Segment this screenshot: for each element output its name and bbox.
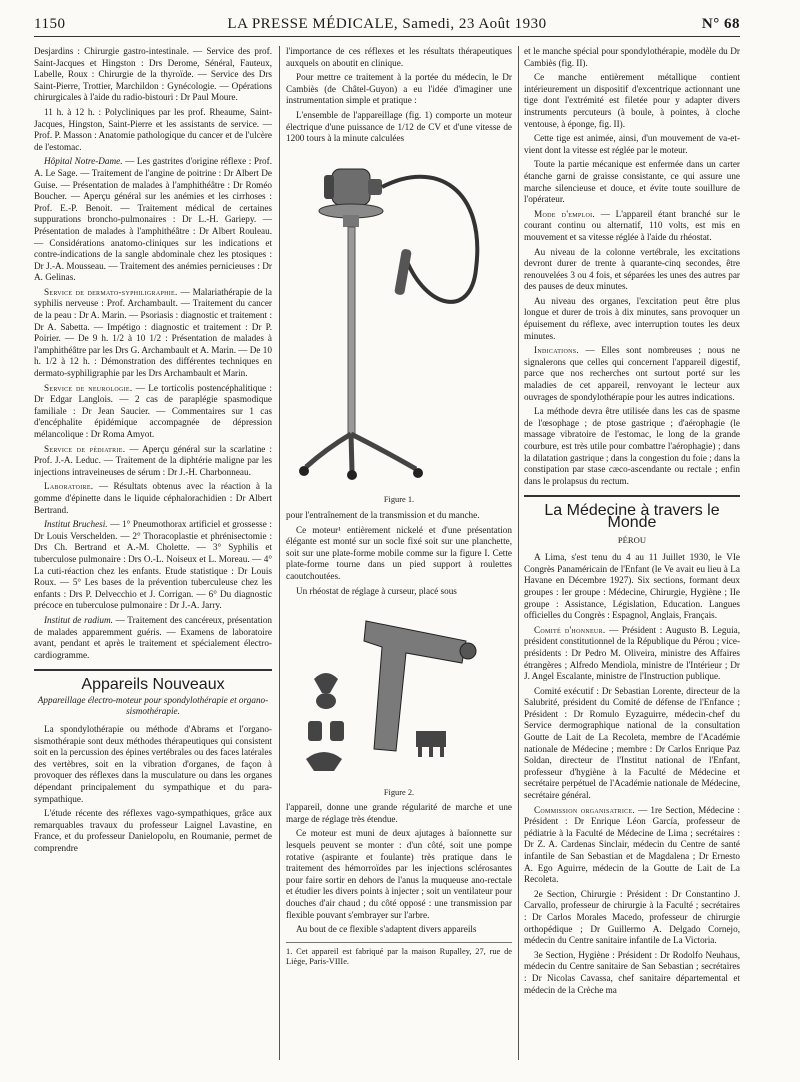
section-subtitle: Appareillage électro-moteur pour spondylothérapie et organo-sismothérapie. (37, 694, 269, 717)
paragraph (34, 287, 272, 380)
subheading: Mode d'emploi. (534, 208, 596, 219)
paragraph (34, 444, 272, 479)
paragraph (34, 156, 272, 284)
column-left (34, 46, 272, 858)
paragraph (524, 345, 740, 403)
subheading: Commission organisatrice. (534, 804, 636, 815)
paragraph: Ce moteur¹ entièrement nickelé et d'une présentation élégante est monté sur un socle fixé soit sur une planchette, soit sur une plate-forme mobile comme sur la figure I. Cette plate-forme tourne dans un pied support à roulettes caoutchoutées. (286, 524, 512, 581)
paragraph: Au bout de ce flexible s'adaptent divers appareils (296, 924, 477, 935)
paragraph (34, 481, 272, 516)
paragraph-text: — Traitement des cancéreux, présentation de malades apparemment guéris. — Examens de laboratoire avant, pendant et après le traitement et spécialement électro-cardiogramme. (34, 614, 273, 660)
country-heading: PÉROU (617, 534, 647, 545)
paragraph: Au niveau des organes, l'excitation peut être plus longue et durer de trois à dix minutes, sans provoquer un épuisement du réflexe, avec interruption toutes les deux minutes. (524, 295, 740, 341)
paragraph-text: — 1° Pneumothorax artificiel et grossesse : Dr Louis Verschelden. — 2° Thoracoplastie et phrénisectomie : Drs Ch. Bertrand et A.-M. Cholette. — 3° Syphilis et tuberculose pulmonaire : Drs O.-L. Noiseux et L. Moreau. — 4° La cuti-réaction chez les enfants. Etude statistique : Dr Louis Roux. — 5° Les bases de la prévention tuberculeuse chez les enfants : Drs P. Delvecchio et J. Corrigan. — 6° Du diagnostic précoce en tuberculose pulmonaire : Dr J.-A. Jarry. (34, 519, 272, 611)
paragraph: Ce moteur est muni de deux ajutages à baïonnette sur lesquels peuvent se monter : d'un côté, soit une pompe rotative (aspirante et foulante) très pratique dans le traitement des hémorroïdes par les injections sclérosantes pour faire sortir en dehors de l'anus la muqueuse ano-rectale et étudier les divers points à injecter ; soit un ventilateur pour douches d'air chaud ; du côté opposé : une transmission par flexible pouvant s'embrayer sur l'arbre. (286, 828, 512, 920)
paragraph-text: — 1re Section, Médecine : Président : Dr Enrique Léon García, professeur de pédiatrie à la Faculté de Médecine de Lima ; secrétaires : Dr Z. A. Cardenas Sinclair, médecin du Centre de santé infantile de San Sebastian et de Magdalena ; Dr Ernesto A. Ego Aguirre, médecin de la Goutte de Lait de La Recoleta. (524, 804, 741, 885)
paragraph-text: — Les gastrites d'origine réflexe : Prof. A. Le Sage. — Traitement de l'angine de poitrine : Dr Albert De Guise. — Présentation de malades à l'amphithéâtre : Dr Roméo Boucher. — Aperçu général sur les anémies et les cirrhoses : Prof. E.-P. Benoit. — Traitement médical de certaines suppurations broncho-pulmonaires : Dr L.-H. Gariepy. — Présentation de malades à l'amphithéâtre : Dr Albert Rouleau. — Considérations anatomo-cliniques sur les indications et contre-indications de la sangle abdominale chez les ptosiques : Dr J.-A. Mousseau. — Traitement des anémies pernicieuses : Dr A. Gelinas. (34, 156, 272, 283)
figure-1 (286, 149, 512, 506)
page-header (34, 14, 740, 36)
paragraph (34, 519, 272, 612)
paragraph: L'étude récente des réflexes vago-sympathiques, grâce aux remarquables travaux du professeur Laignel Lavastine, en France, et du professeur Danielopolu, en Roumanie, permet de comprendre (34, 808, 272, 853)
subheading: Institut de radium. (44, 614, 113, 625)
paragraph: l'appareil, donne une grande régularité de marche et une marge de réglage très étendue. (286, 802, 512, 824)
paragraph-text: — Président : Augusto B. Leguia, président constitutionnel de la République du Pérou ; vice-présidents : Dr Pedro M. Oliveira, ministre des Affaires étrangères ; Alfredo Mendiola, ministre de l'Intérieur ; Dr J. Angel Escalante, ministre de l'Instruction publique. (524, 624, 740, 682)
paragraph-text: — Elles sont nombreuses ; nous ne signalerons que celles qui concernent l'appareil digestif, parce que nos recherches ont surtout porté sur les maladies de cet appareil, renvoyant le lecteur aux ouvrages de spondylothérapie pour les autres indications. (524, 345, 740, 402)
paragraph: Toute la partie mécanique est enfermée dans un carter étanche garni de graisse consistante, ce qui assure une marche silencieuse et douce, et évite toute souillure de l'opérateur. (524, 159, 740, 205)
paragraph: Comité exécutif : Dr Sebastian Lorente, directeur de la Salubrité, président du Comité de défense de l'Enfance ; Président : Dr Romulo Eyzaguirre, médecin-chef du Service dermographique national de la consultation Goutte de Lait de La Recoleta, membre de l'Académie nationale de Médecine ; membre : Dr Carlos Enrique Paz Soldan, directeur de l'Institut national de l'Enfant, professeur d'hygiène à la Faculté de Médecine et secrétaire perpétuel de l'Académie nationale de Médecine, secrétaire général. (524, 685, 740, 801)
paragraph (524, 209, 740, 244)
column-divider (279, 46, 280, 1060)
footnote: 1. Cet appareil est fabriqué par la maison Rupalley, 27, rue de Liège, Paris-VIIIe. (286, 942, 512, 968)
section-title: La Médecine à travers le Monde (544, 502, 720, 531)
paragraph: 11 h. à 12 h. : Polycliniques par les prof. Rheaume, Saint-Jacques, Hingston, Saint-Pierre et les assistants de service. — Prof. P. Masson : Anatomie pathologique du cancer et de l'ulcère de l'estomac. (34, 106, 272, 152)
paragraph-text: — Résultats obtenus avec la réaction à la gomme d'épinette dans le liquide céphalorachidien : Dr Albert Bertrand. (34, 481, 272, 515)
paragraph: pour l'entraînement de la transmission et du manche. (286, 509, 480, 520)
subheading: Service de neurologie. (44, 382, 133, 393)
subheading: Laboratoire. (44, 481, 94, 492)
column-right (524, 46, 740, 999)
paragraph-text: — Malariathérapie de la syphilis nerveuse : Prof. Archambault. — Traitement du cancer de la peau : Dr A. Marin. — Psoriasis : diagnostic et traitement : Dr A. Sabetta. — Impétigo : diagnostic et traitement : Dr P. Poirier. — De 9 h. 1/2 à 10 1/2 : Présentation de malades à l'amphithéâtre par les Drs G. Archambault et A. Marin. — De 10 h. 1/2 à 12 h. : Démonstration des différentes techniques en dermato-syphiligraphie par les Drs Archambault et Marin. (34, 286, 272, 379)
paragraph: Au niveau de la colonne vertébrale, les excitations devront durer de trente à quarante-cinq secondes, être renouvelées 3 ou 4 fois, et séparées les unes des autres par des pauses de deux minutes. (524, 246, 740, 292)
paragraph: Un rhéostat de réglage à curseur, placé sous (296, 585, 457, 596)
paragraph-text: — L'appareil étant branché sur le courant continu ou alternatif, 110 volts, est mis en mouvement et sa vitesse réglée à l'aide du rhéostat. (524, 208, 740, 242)
column-middle (286, 46, 512, 968)
section-title: Appareils Nouveaux (81, 676, 225, 694)
paragraph: 3e Section, Hygiène : Président : Dr Rodolfo Neuhaus, médecin du Centre sanitaire de San Sebastian ; secrétaires : Dr Nicolas Cavassa, chef sanitaire départemental et médecin de la Crèche ma (524, 949, 740, 995)
issue-number: N° 68 (701, 16, 740, 32)
subheading: Indications. (534, 345, 579, 356)
subheading: Service de dermato-syphiligraphie. (44, 286, 178, 297)
paragraph (34, 383, 272, 441)
paragraph: A Lima, s'est tenu du 4 au 11 Juillet 1930, le VIe Congrès Panaméricain de l'Enfant (le Ve avait eu lieu à La Havane en Décembre 1927). Six sections, formant deux groupes : Ier groupe : Médecine, Chirurgie, Hygiène ; IIe groupe : Assistance, Législation, Education. Langues officielles du Congrès : Espagnol, Anglais, Français. (524, 552, 740, 621)
paragraph: Pour mettre ce traitement à la portée du médecin, le Dr Cambiès (de Châtel-Guyon) a eu l'idée d'imaginer une instrumentation simple et pratique : (286, 72, 512, 106)
paragraph-text: — Aperçu général sur la scarlatine : Prof. J.-A. Leduc. — Traitement de la diphtérie maligne par les injections intraveineuses de sérum : Dr J.-H. Charbonneau. (34, 443, 272, 477)
section-rule (524, 495, 740, 497)
header-rule (34, 36, 740, 37)
paragraph (34, 615, 272, 661)
paragraph (524, 805, 740, 886)
paragraph: Cette tige est animée, ainsi, d'un mouvement de va-et-vient dont la vitesse est réglée par le moteur. (524, 133, 740, 155)
percussion-instruments-illustration (286, 601, 512, 781)
subheading: Comité d'honneur. (534, 624, 606, 635)
column-divider (518, 46, 519, 1060)
paragraph: La spondylothérapie ou méthode d'Abrams et l'organo-sismothérapie sont deux méthodes thérapeutiques qui consistent soit en la percussion des épines vertébrales ou des faces latérales des vertèbres, soit en la vibration d'organes, de façon à provoquer des réflexes dans la musculature ou dans les organes dépendant principalement du sympathique et du para-sympathique. (34, 724, 272, 804)
journal-title: LA PRESSE MÉDICALE, Samedi, 23 Août 1930 (227, 16, 547, 32)
subheading: Institut Bruchesi. (44, 519, 108, 530)
figure-caption: Figure 2. (383, 787, 415, 797)
paragraph: L'ensemble de l'appareillage (fig. 1) comporte un moteur électrique d'une puissance de 1/12 de CV et d'une vitesse de 1200 tours à la minute calculées (286, 109, 512, 144)
section-rule (34, 669, 272, 671)
subheading: Hôpital Notre-Dame. (44, 156, 123, 167)
paragraph: l'importance de ces réflexes et les résultats thérapeutiques auxquels on aboutit en clinique. (286, 46, 512, 68)
paragraph: Desjardins : Chirurgie gastro-intestinale. — Service des prof. Saint-Jacques et Hingston : Drs Derome, Sénéral, Fauteux, Labelle, Roux : Chirurgie de la thyroïde. — Service des Drs Saint-Pierre, Trottier, Marchildon : Gynécologie. — Opérations chirurgicales à l'aide du radio-bistouri : Dr Paul Moure. (34, 46, 272, 103)
paragraph: Ce manche entièrement métallique contient intérieurement un dispositif d'excentrique actionnant une tige dont l'extrémité est filetée pour y adapter divers instruments percuteurs (à boule, à pointes, à cloche ventouse, à éponge, fig. II). (524, 72, 740, 129)
motor-apparatus-illustration (286, 149, 512, 489)
subheading: Service de pédiatrie. (44, 443, 126, 454)
paragraph: La méthode devra être utilisée dans les cas de spasme de l'œsophage ; de ptose gastrique ; d'aérophagie (le massage vibratoire de l'estomac, le long de la grande courbure, est très utile pour combattre l'aérophagie) ; dans la dilatation gastrique ; dans la congestion du foie ; dans la constipation par stase cæco-ascendante ou rectale ; enfin dans le prolapsus du rectum. (524, 406, 740, 486)
paragraph: et le manche spécial pour spondylothérapie, modèle du Dr Cambiès (fig. II). (524, 46, 740, 68)
paragraph (524, 625, 740, 683)
paragraph: 2e Section, Chirurgie : Président : Dr Constantino J. Carvallo, professeur de chirurgie à la Faculté ; secrétaires : Dr Carlos Morales Macedo, professeur de chirurgie orthopédique ; Dr Guillermo A. Delgado Cornejo, médecin du Centre sanitaire infantile de La Victoria. (524, 888, 740, 946)
paragraph-text: — Le torticolis postencéphalitique : Dr Edgar Langlois. — 2 cas de paraplégie spasmodique familiale : Dr Jean Saucier. — Commentaires sur 1 cas d'encéphalite épidémique accompagnée de dépression mélancolique : Dr Roma Amyot. (34, 382, 272, 439)
page-number: 1150 (34, 16, 66, 32)
figure-2 (286, 601, 512, 798)
figure-caption: Figure 1. (383, 495, 415, 505)
